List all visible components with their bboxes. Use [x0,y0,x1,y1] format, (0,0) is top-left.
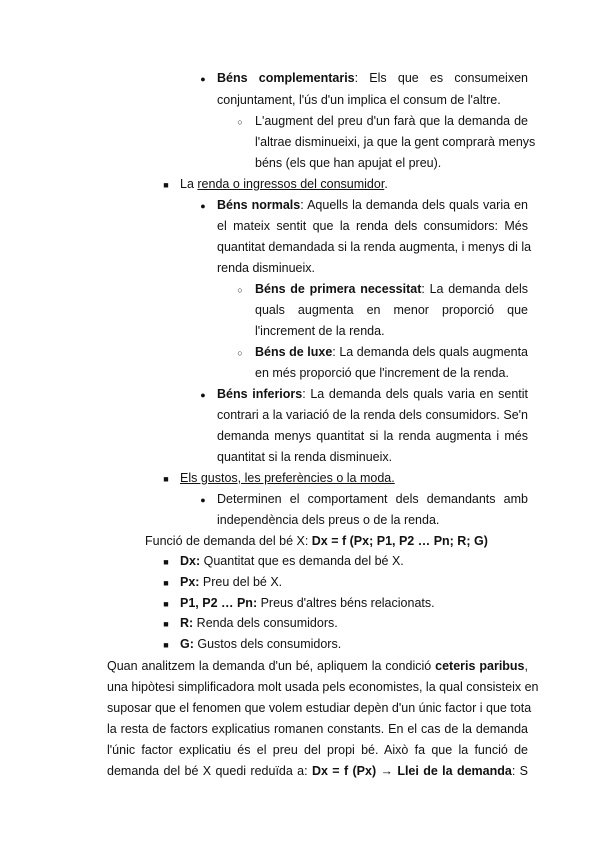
text-span: Funció de demanda del bé X: [145,534,312,548]
term-bold: Béns inferiors [217,387,303,401]
text-line [180,572,282,593]
text-line: quantitat si la renda disminueix. [217,450,393,464]
bullet-circle [233,342,247,364]
text-line [180,551,404,572]
text-span: Quantitat que es demanda del bé X. [200,554,404,568]
bullet-square [159,572,173,594]
text-span: Gustos dels consumidors. [193,637,342,651]
text-line: en més proporció que l'increment de la renda. [255,366,509,380]
bullet-square [159,634,173,656]
text-line: Els gustos, les preferències o la moda. [180,471,395,485]
text-line [180,593,435,614]
bullet-disc [196,195,210,217]
text-span: Preu del bé X. [199,575,283,589]
bullet-disc [196,68,210,90]
text-line: conjuntament, l'ús d'un implica el consum de l'altre. [217,93,501,107]
term-bold: R: [180,616,194,630]
text-line: la resta de factors explicatius romanen constants. En el cas de la demanda [107,722,528,736]
text-line: una hipòtesi simplificadora molt usada pels economistes, la qual consisteix en [107,680,539,694]
text-line: l'altrae disminueixi, ja que la gent comprarà menys [255,135,536,149]
text-line [217,68,528,89]
text-span: : La demanda dels [421,282,528,296]
text-line [107,761,528,782]
text-line: béns (els que han apujat el preu). [255,156,442,170]
text-line: contrari a la variació de la renda dels consumidors. Se'n [217,408,528,422]
text-line: quantitat demandada si la renda augmenta, i menys di la [217,240,532,254]
text-line: renda disminueix. [217,261,315,275]
text-line: l'increment de la renda. [255,324,385,338]
text-line: L'augment del preu d'un farà que la demanda de [255,114,528,128]
text-line [107,656,528,677]
term-bold: G: [180,637,194,651]
term-bold: P1, P2 … Pn: [180,596,258,610]
text-span: La [180,177,198,191]
bullet-disc [196,489,210,511]
text-line [145,531,488,552]
text-span: , [524,659,528,673]
bullet-square [159,613,173,635]
text-line: l'únic factor explicatiu és el preu del propi bé. Això fa que la funció de [107,743,528,757]
text-line [255,279,528,300]
text-span: : La demanda dels quals varia en sentit [302,387,528,401]
text-line: el mateix sentit que la renda dels consumidors: Més [217,219,528,233]
text-span: : S [511,764,528,778]
formula-bold: Dx = f (Px; P1, P2 … Pn; R; G) [311,534,488,548]
text-line: suposar que el fenomen que volem estudiar depèn d'un únic factor i que tota [107,701,532,715]
term-bold: Béns de primera necessitat [255,282,422,296]
term-bold: Béns complementaris [217,71,355,85]
term-bold: Dx: [180,554,201,568]
text-line: quals augmenta en menor proporció que [255,303,528,317]
formula-bold: Dx = f (Px) → Llei de la demanda [311,764,512,778]
bullet-square [159,593,173,615]
text-span: : La demanda dels quals augmenta [332,345,528,359]
text-line: demanda menys quantitat si la renda augmenta i més [217,429,528,443]
term-bold: ceteris paribus [435,659,525,673]
text-span: Quan analitzem la demanda d'un bé, apliquem la condició [107,659,436,673]
text-line: Determinen el comportament dels demandants amb [217,492,528,506]
term-bold: Béns normals [217,198,301,212]
bullet-square [159,174,173,196]
text-line [180,613,338,634]
bullet-circle [233,279,247,301]
text-span: : Els que es consumeixen [354,71,528,85]
text-line [217,384,528,405]
text-span: . [384,177,388,191]
text-span: : Aquells la demanda dels quals varia en [300,198,528,212]
term-bold: Béns de luxe [255,345,333,359]
bullet-circle [233,111,247,133]
text-span: Preus d'altres béns relacionats. [257,596,435,610]
term-bold: Px: [180,575,200,589]
text-span: demanda del bé X quedi reduïda a: [107,764,312,778]
text-line [255,342,528,363]
bullet-disc [196,384,210,406]
text-span: Renda dels consumidors. [193,616,338,630]
text-line [180,174,388,195]
text-line [217,195,528,216]
text-line: independència dels preus o de la renda. [217,513,440,527]
text-line [180,634,341,655]
bullet-square [159,551,173,573]
bullet-square [159,468,173,490]
underlined-text: renda o ingressos del consumidor [197,177,385,191]
